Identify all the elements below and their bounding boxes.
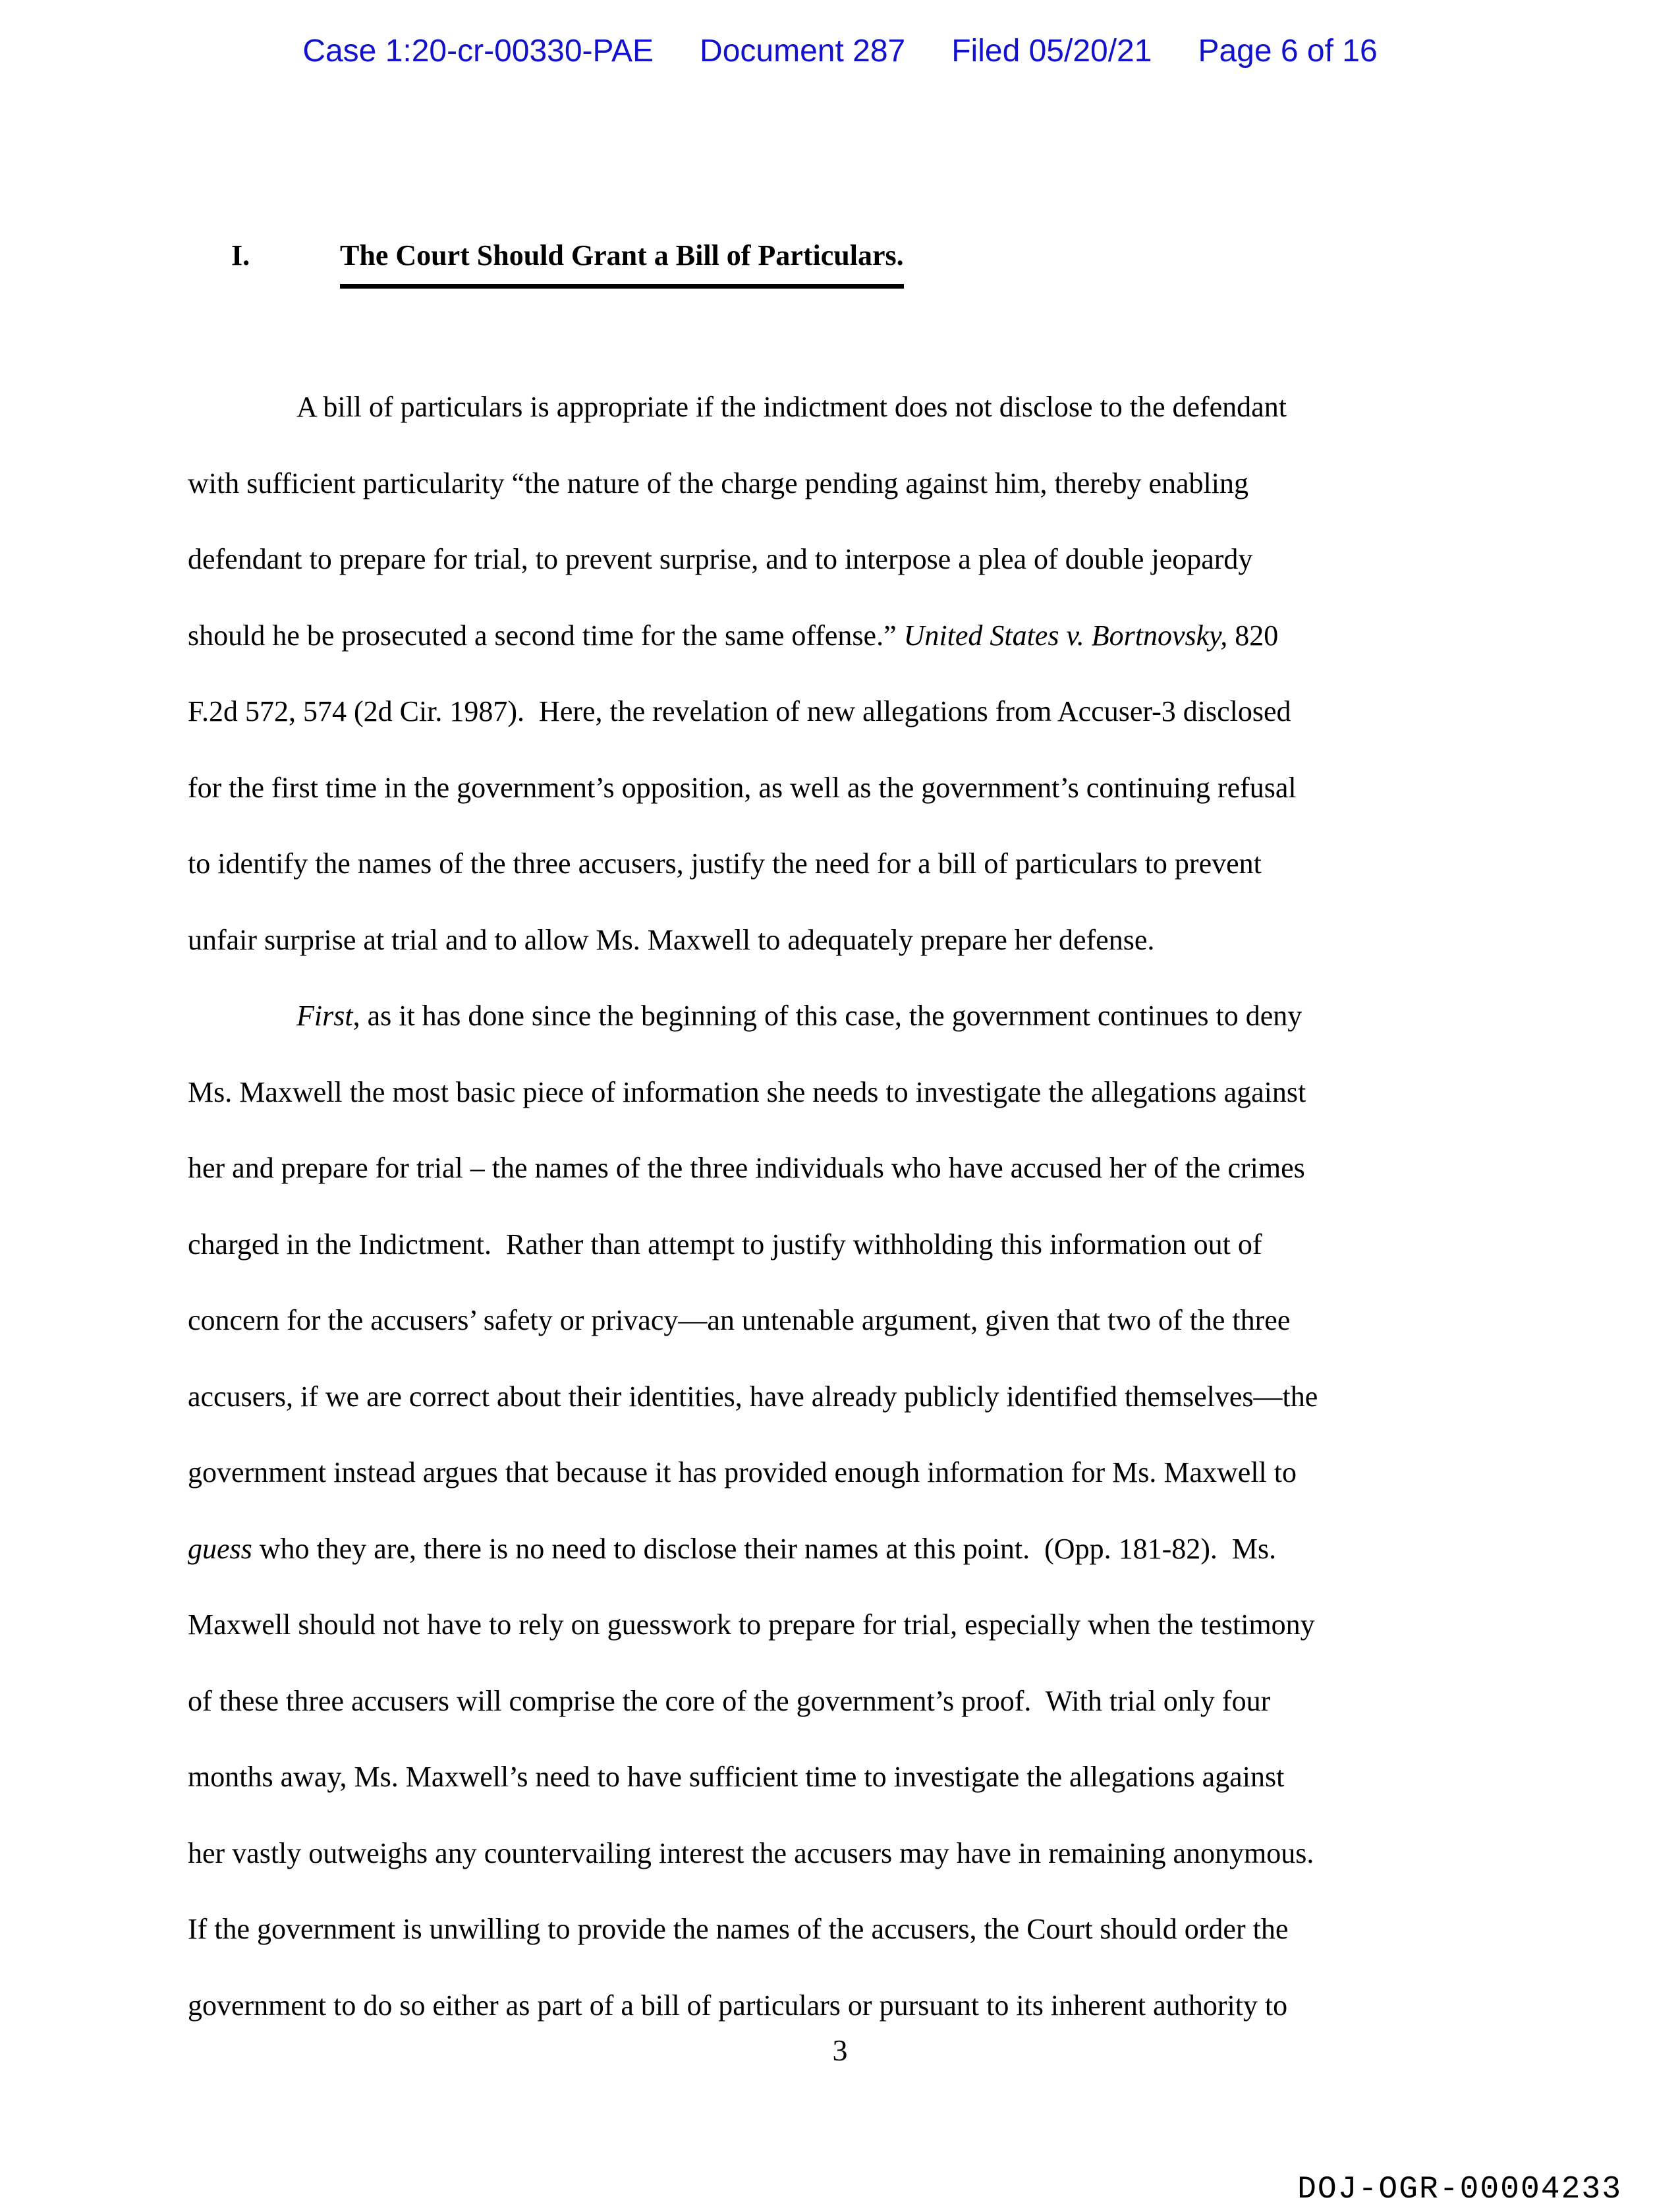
text-segment: accusers, if we are correct about their identities, have already publicly identified themselves—the (188, 1380, 1318, 1413)
body-line (188, 1054, 1512, 1131)
text-segment: to identify the names of the three accusers, justify the need for a bill of particulars to prevent (188, 847, 1262, 880)
text-segment: government instead argues that because it has provided enough information for Ms. Maxwell to (188, 1456, 1297, 1489)
text-segment: her and prepare for trial – the names of the three individuals who have accused her of the crimes (188, 1152, 1305, 1184)
italic-text-segment: guess (188, 1532, 252, 1565)
section-numeral: I. (231, 239, 250, 271)
body-line (188, 1130, 1512, 1206)
text-segment: 820 (1227, 619, 1279, 652)
body-line (188, 1511, 1512, 1587)
text-segment: F.2d 572, 574 (2d Cir. 1987). Here, the revelation of new allegations from Accuser-3 disclosed (188, 695, 1291, 727)
text-segment: If the government is unwilling to provide the names of the accusers, the Court should order the (188, 1913, 1289, 1945)
body-paragraph (188, 369, 1512, 978)
text-segment: with sufficient particularity “the nature of the charge pending against him, thereby enabling (188, 467, 1248, 499)
text-segment: for the first time in the government’s opposition, as well as the government’s continuing refusal (188, 771, 1297, 804)
body-line (188, 826, 1512, 902)
text-segment: of these three accusers will comprise the core of the government’s proof. With trial only four (188, 1684, 1271, 1717)
text-segment: who they are, there is no need to disclose their names at this point. (Opp. 181-82). Ms. (252, 1532, 1277, 1565)
bates-number: DOJ-OGR-00004233 (1297, 2172, 1622, 2207)
section-title: The Court Should Grant a Bill of Particulars. (340, 229, 904, 289)
document-body (188, 177, 1512, 2043)
text-segment: , as it has done since the beginning of this case, the government continues to deny (352, 1000, 1302, 1032)
body-line (188, 1739, 1512, 1815)
body-line (188, 750, 1512, 826)
text-segment: government to do so either as part of a bill of particulars or pursuant to its inherent authority to (188, 1989, 1288, 2022)
ecf-case-number: Case 1:20-cr-00330-PAE (302, 34, 654, 69)
body-paragraph (188, 978, 1512, 2043)
body-line (188, 978, 1512, 1054)
text-segment: Ms. Maxwell the most basic piece of information she needs to investigate the allegations against (188, 1075, 1306, 1108)
body-line (188, 1663, 1512, 1740)
ecf-filed-date: Filed 05/20/21 (951, 34, 1152, 69)
text-segment: should he be prosecuted a second time for the same offense.” (188, 619, 904, 652)
italic-text-segment: First (296, 1000, 353, 1032)
text-segment: charged in the Indictment. Rather than attempt to justify withholding this information out of (188, 1228, 1262, 1261)
page-number: 3 (832, 2033, 848, 2067)
body-line (188, 1587, 1512, 1663)
body-line (188, 1206, 1512, 1283)
ecf-document-number: Document 287 (700, 34, 906, 69)
body-paragraphs (188, 369, 1512, 2043)
body-line (188, 1815, 1512, 1892)
body-line (188, 369, 1512, 445)
body-line (188, 1282, 1512, 1359)
text-segment: defendant to prepare for trial, to prevent surprise, and to interpose a plea of double jeopardy (188, 543, 1253, 575)
text-segment: unfair surprise at trial and to allow Ms. Maxwell to adequately prepare her defense. (188, 923, 1155, 956)
body-line (188, 673, 1512, 750)
text-segment: months away, Ms. Maxwell’s need to have sufficient time to investigate the allegations against (188, 1761, 1285, 1793)
body-line (188, 1434, 1512, 1511)
body-line (188, 1968, 1512, 2044)
body-line (188, 521, 1512, 598)
body-line (188, 902, 1512, 978)
italic-text-segment: United States v. Bortnovsky, (903, 619, 1228, 652)
text-segment: concern for the accusers’ safety or privacy—an untenable argument, given that two of the three (188, 1304, 1291, 1336)
section-heading (188, 177, 1512, 341)
body-line (188, 445, 1512, 522)
text-segment: A bill of particulars is appropriate if the indictment does not disclose to the defendant (296, 391, 1287, 423)
body-line (188, 1359, 1512, 1435)
body-line (188, 1891, 1512, 1968)
ecf-stamp-header (0, 33, 1680, 69)
body-line (188, 598, 1512, 674)
text-segment: her vastly outweighs any countervailing interest the accusers may have in remaining anonymous. (188, 1836, 1314, 1869)
text-segment: Maxwell should not have to rely on guesswork to prepare for trial, especially when the testimony (188, 1608, 1315, 1641)
ecf-page-count: Page 6 of 16 (1198, 34, 1378, 69)
